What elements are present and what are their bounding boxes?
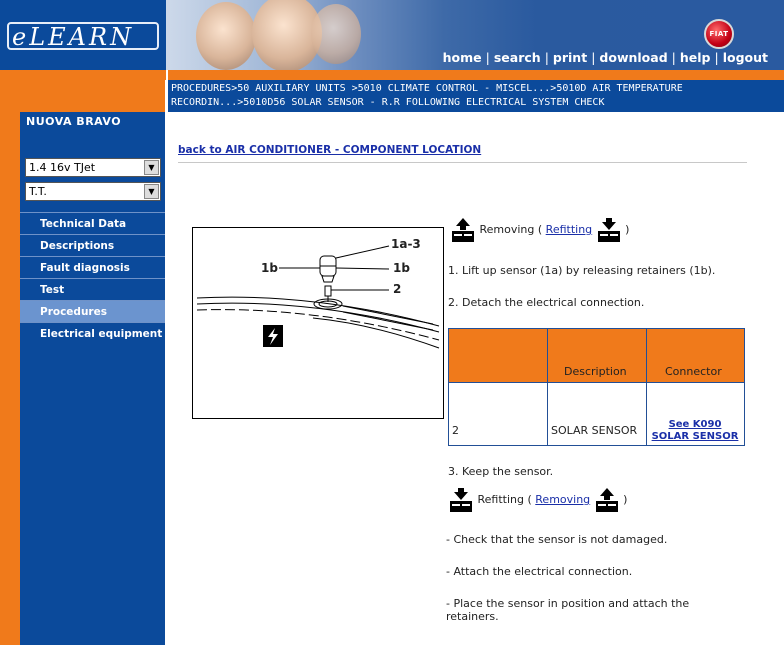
version-select[interactable]	[25, 182, 161, 201]
table-header-cell	[449, 329, 547, 382]
removing-link[interactable]: Removing	[535, 493, 591, 506]
table-header-description	[548, 329, 646, 382]
nav-separator: |	[544, 50, 549, 65]
figure-label-1b-left: 1b	[261, 261, 278, 275]
place-sensor-text-cont: retainers.	[446, 610, 499, 623]
step-3: 3. Keep the sensor.	[448, 465, 554, 478]
removing-label: Removing (	[479, 223, 543, 236]
removing-icon	[450, 217, 476, 243]
orange-side-band	[0, 80, 20, 645]
band-gap	[166, 70, 168, 80]
figure-label-1a-3: 1a-3	[391, 237, 421, 251]
row-description: SOLAR SENSOR	[551, 424, 638, 437]
figure-label-1b-right: 1b	[393, 261, 410, 275]
column-connector-label: Connector	[665, 365, 722, 378]
component-diagram	[192, 227, 444, 419]
refitting-link[interactable]: Refitting	[545, 223, 593, 236]
orange-crumb-band	[20, 80, 165, 112]
version-select-value: T.T.	[29, 185, 47, 198]
removing-heading	[450, 214, 629, 246]
elearn-logo-area	[0, 0, 166, 70]
engine-select[interactable]	[25, 158, 161, 177]
sidebar-item-test[interactable]: Test	[20, 278, 165, 300]
banner-photo-face	[311, 4, 361, 64]
figure-label-2: 2	[393, 282, 402, 296]
connector-link-line-1: See K090	[668, 419, 722, 430]
sidebar-item-procedures[interactable]: Procedures	[20, 300, 165, 322]
table-divider	[547, 329, 548, 445]
nav-logout-link[interactable]: logout	[722, 50, 768, 65]
sidebar-item-electrical-equipment[interactable]: Electrical equipment	[20, 322, 165, 344]
header-banner	[166, 0, 784, 70]
attach-connection-text: - Attach the electrical connection.	[446, 565, 633, 578]
orange-band	[0, 70, 784, 80]
nav-separator: |	[485, 50, 490, 65]
refitting-icon	[448, 487, 474, 513]
refitting-heading	[448, 484, 627, 516]
connector-link-line-2: SOLAR SENSOR	[651, 431, 739, 442]
place-sensor-text: - Place the sensor in position and attach the	[446, 597, 690, 610]
top-navigation	[443, 50, 768, 65]
table-row-description	[548, 382, 646, 445]
table-divider	[449, 382, 744, 383]
breadcrumb-line-1: PROCEDURES>50 AUXILIARY UNITS >5010 CLIMATE CONTROL - MISCEL...>5010D AIR TEMPERATURE	[171, 83, 683, 94]
engine-select-value: 1.4 16v TJet	[29, 161, 96, 174]
nav-print-link[interactable]: print	[552, 50, 588, 65]
nav-home-link[interactable]: home	[442, 50, 482, 65]
refitting-close: )	[623, 493, 628, 506]
nav-search-link[interactable]: search	[493, 50, 541, 65]
fiat-logo: FIAT	[704, 19, 734, 49]
column-description-label: Description	[564, 365, 627, 378]
table-header-connector	[647, 329, 744, 382]
breadcrumb-line-2: RECORDIN...>5010D56 SOLAR SENSOR - R.R FOLLOWING ELECTRICAL SYSTEM CHECK	[171, 97, 605, 108]
nav-separator: |	[714, 50, 719, 65]
nav-separator: |	[671, 50, 676, 65]
chevron-down-icon[interactable]: ▼	[144, 160, 159, 175]
connector-table	[448, 328, 745, 446]
refitting-icon	[596, 217, 622, 243]
table-row-connector	[647, 382, 744, 445]
sidebar-item-descriptions[interactable]: Descriptions	[20, 234, 165, 256]
sidebar	[20, 112, 165, 645]
removing-close: )	[625, 223, 630, 236]
table-row	[449, 382, 547, 445]
step-1: 1. Lift up sensor (1a) by releasing retainers (1b).	[448, 264, 716, 277]
band-gap	[166, 80, 168, 645]
sidebar-item-fault-diagnosis[interactable]: Fault diagnosis	[20, 256, 165, 278]
check-sensor-text: - Check that the sensor is not damaged.	[446, 533, 668, 546]
banner-photo-face	[196, 2, 256, 70]
elearn-logo: eLEARN	[12, 23, 135, 51]
removing-icon	[594, 487, 620, 513]
sidebar-item-technical-data[interactable]: Technical Data	[20, 212, 165, 234]
sidebar-menu	[20, 212, 165, 344]
breadcrumb	[168, 80, 784, 112]
nav-help-link[interactable]: help	[679, 50, 711, 65]
back-link[interactable]: back to AIR CONDITIONER - COMPONENT LOCATION	[178, 144, 482, 156]
divider	[178, 162, 747, 163]
model-title: NUOVA BRAVO	[26, 115, 122, 128]
refitting-label: Refitting (	[477, 493, 532, 506]
row-number: 2	[452, 424, 459, 437]
table-divider	[646, 329, 647, 445]
nav-download-link[interactable]: download	[599, 50, 668, 65]
chevron-down-icon[interactable]: ▼	[144, 184, 159, 199]
solar-sensor-connector-link[interactable]	[651, 419, 739, 443]
sensor-illustration	[193, 228, 443, 418]
nav-separator: |	[591, 50, 596, 65]
step-2: 2. Detach the electrical connection.	[448, 296, 645, 309]
